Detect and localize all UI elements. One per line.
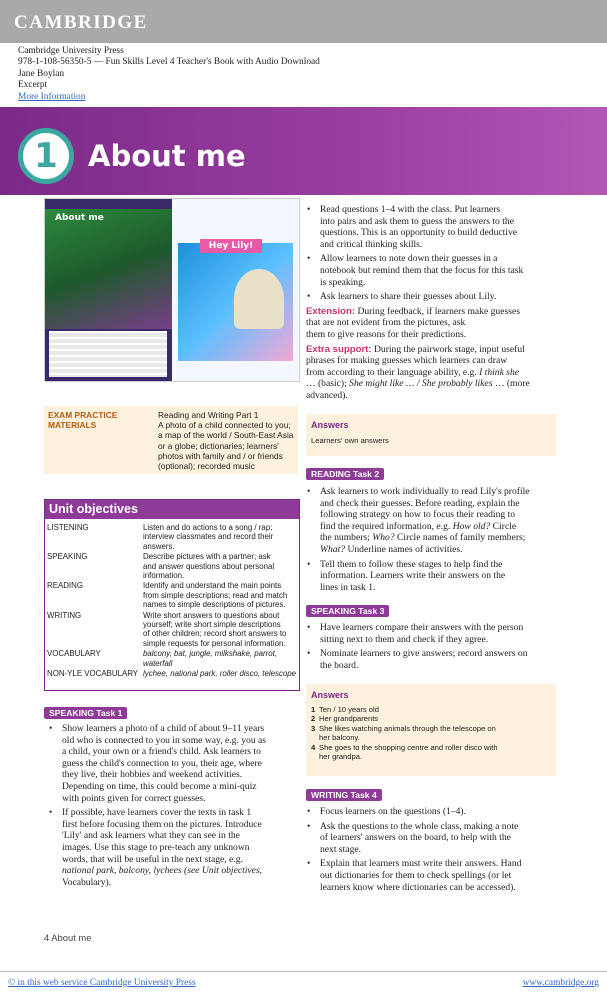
table-row: SPEAKING Describe pictures with a partner; ask and answer questions about personal information. <box>47 552 275 581</box>
list-item: • Allow learners to note down their guesses in a notebook but remind them that the focus for this task is speaking. <box>306 253 556 288</box>
objectives-table <box>47 523 297 680</box>
list-item: 4 She goes to the shopping centre and roller disco with her grandpa. <box>311 742 498 762</box>
answers-box-1: Answers Learners' own answers <box>306 414 556 456</box>
cambridge-website-link[interactable]: www.cambridge.org <box>522 978 599 988</box>
jungle-image <box>45 209 172 329</box>
isbn-line: 978-1-108-56350-5 — Fun Skills Level 4 Teacher's Book with Audio Download <box>18 57 320 68</box>
reading-task2-badge: READING Task 2 <box>306 468 384 480</box>
list-item: • Read questions 1–4 with the class. Put learners into pairs and ask them to guess the answers to the questions. This is an opportunity to build deductive and critical thinking skills. <box>306 204 556 250</box>
table-row: NON-YLE VOCABULARY lychee, national park, roller disco, telescope <box>47 669 297 679</box>
book-metadata <box>18 46 320 103</box>
unit-number-badge: 1 <box>18 128 74 184</box>
extension-note: Extension: During feedback, if learners make guesses that are not evident from the pictures, ask them to give reasons for their predictions. <box>306 305 520 340</box>
footer-divider <box>0 971 607 972</box>
list-item: • Nominate learners to give answers; record answers on the board. <box>306 648 556 671</box>
list-item: • Focus learners on the questions (1–4). <box>306 806 556 818</box>
table-row: LISTENING Listen and do actions to a song / rap; interview classmates and record their answers. <box>47 523 274 551</box>
list-item: 2 Her grandparents <box>311 714 379 724</box>
extra-support-note: Extra support: During the pairwork stage, input useful phrases for making guesses which learners can draw from according to their language ability, e.g. I think she … (basic); She might like … / She probably likes … (more advanced). <box>306 343 530 401</box>
writing-task4-text <box>306 806 556 896</box>
thumb-right-banner: Hey Lily! <box>200 239 262 253</box>
speaking-task1-badge: SPEAKING Task 1 <box>44 707 127 719</box>
list-item: • If possible, have learners cover the texts in task 1 first before focusing them on the pictures. Introduce 'Lily' and ask learners what they can see in the images. Use this stage to pre-teach any unknown words, that will be useful in the next stage, e.g. national park, balcony, lychees (see Unit objectives, Vocabulary). <box>48 807 300 888</box>
more-information-link[interactable]: More Information <box>18 91 86 102</box>
excerpt-label: Excerpt <box>18 80 48 91</box>
author: Jane Boylan <box>18 68 65 79</box>
student-book-thumbnail <box>44 198 300 382</box>
list-item: • Explain that learners must write their answers. Hand out dictionaries for them to check spellings (or let learners know where dictionaries can be accessed). <box>306 858 556 893</box>
publisher: Cambridge University Press <box>18 46 124 56</box>
list-item: • Ask learners to share their guesses about Lily. <box>306 291 556 303</box>
list-item: • Have learners compare their answers with the person sitting next to them and check if they agree. <box>306 622 556 645</box>
list-item: 1 Ten / 10 years old <box>311 705 379 714</box>
reading-task2-text <box>306 486 556 596</box>
list-item: • Ask learners to work individually to read Lily's profile and check their guesses. Before reading, explain the following strategy on how to focus their reading to find the required information, e.g. How old? Circle the numbers; Who? Circle names of family members; What? Underline names of activities. <box>306 486 556 556</box>
table-row: VOCABULARY balcony, bat, jungle, milkshake, parrot, waterfall <box>47 649 278 668</box>
speaking-task3-text <box>306 622 556 674</box>
header-bar <box>0 0 607 43</box>
thumb-left-title: About me <box>55 213 104 223</box>
table-row: WRITING Write short answers to questions about yourself; write short simple descriptions of other children; record short answers to simple requests for personal information. <box>47 610 287 648</box>
speaking-task1-text <box>48 723 300 891</box>
table-row: READING Identify and understand the main points from simple descriptions; read and match names to simple descriptions of pictures. <box>47 581 288 610</box>
list-item: 3 She likes watching animals through the telescope on her balcony. <box>311 723 496 743</box>
writing-task4-badge: WRITING Task 4 <box>306 789 382 801</box>
unit-objectives-box <box>44 499 300 691</box>
right-intro-text <box>306 204 556 405</box>
copyright-link[interactable]: © in this web service Cambridge University Press <box>8 978 196 988</box>
speaking-task3-badge: SPEAKING Task 3 <box>306 605 389 617</box>
page-number: 4 About me <box>44 932 92 943</box>
list-item: • Tell them to follow these stages to help find the information. Learners write their answers on the lines in task 1. <box>306 559 556 594</box>
objectives-heading: Unit objectives <box>45 500 299 519</box>
list-item: • Ask the questions to the whole class, making a note of learners' answers on the board, to help with the next stage. <box>306 821 556 856</box>
exam-practice-box: EXAM PRACTICE MATERIALS Reading and Writing Part 1 A photo of a child connected to you; a map of the world / South-East Asia or a globe; dictionaries; learners' photos with family and / or friends (optional); recorded music <box>44 406 298 474</box>
unit-title: About me <box>88 139 246 173</box>
answers-box-2: Answers 1 Ten / 10 years old 2 Her grandparents 3 She likes watching animals through the telescope on her balcony. 4 She goes to the shopping centre and roller disco with her grandpa. <box>306 684 556 776</box>
list-item: • Show learners a photo of a child of about 9–11 years old who is connected to you in some way, e.g. you as a child, your own or a friend's child. Ask learners to guess the child's connection to you, their age, where they live, their hobbies and weekend activities. Depending on time, this could become a mini-quiz with points given for correct guesses. <box>48 723 300 804</box>
cambridge-logo: CAMBRIDGE <box>14 12 148 33</box>
